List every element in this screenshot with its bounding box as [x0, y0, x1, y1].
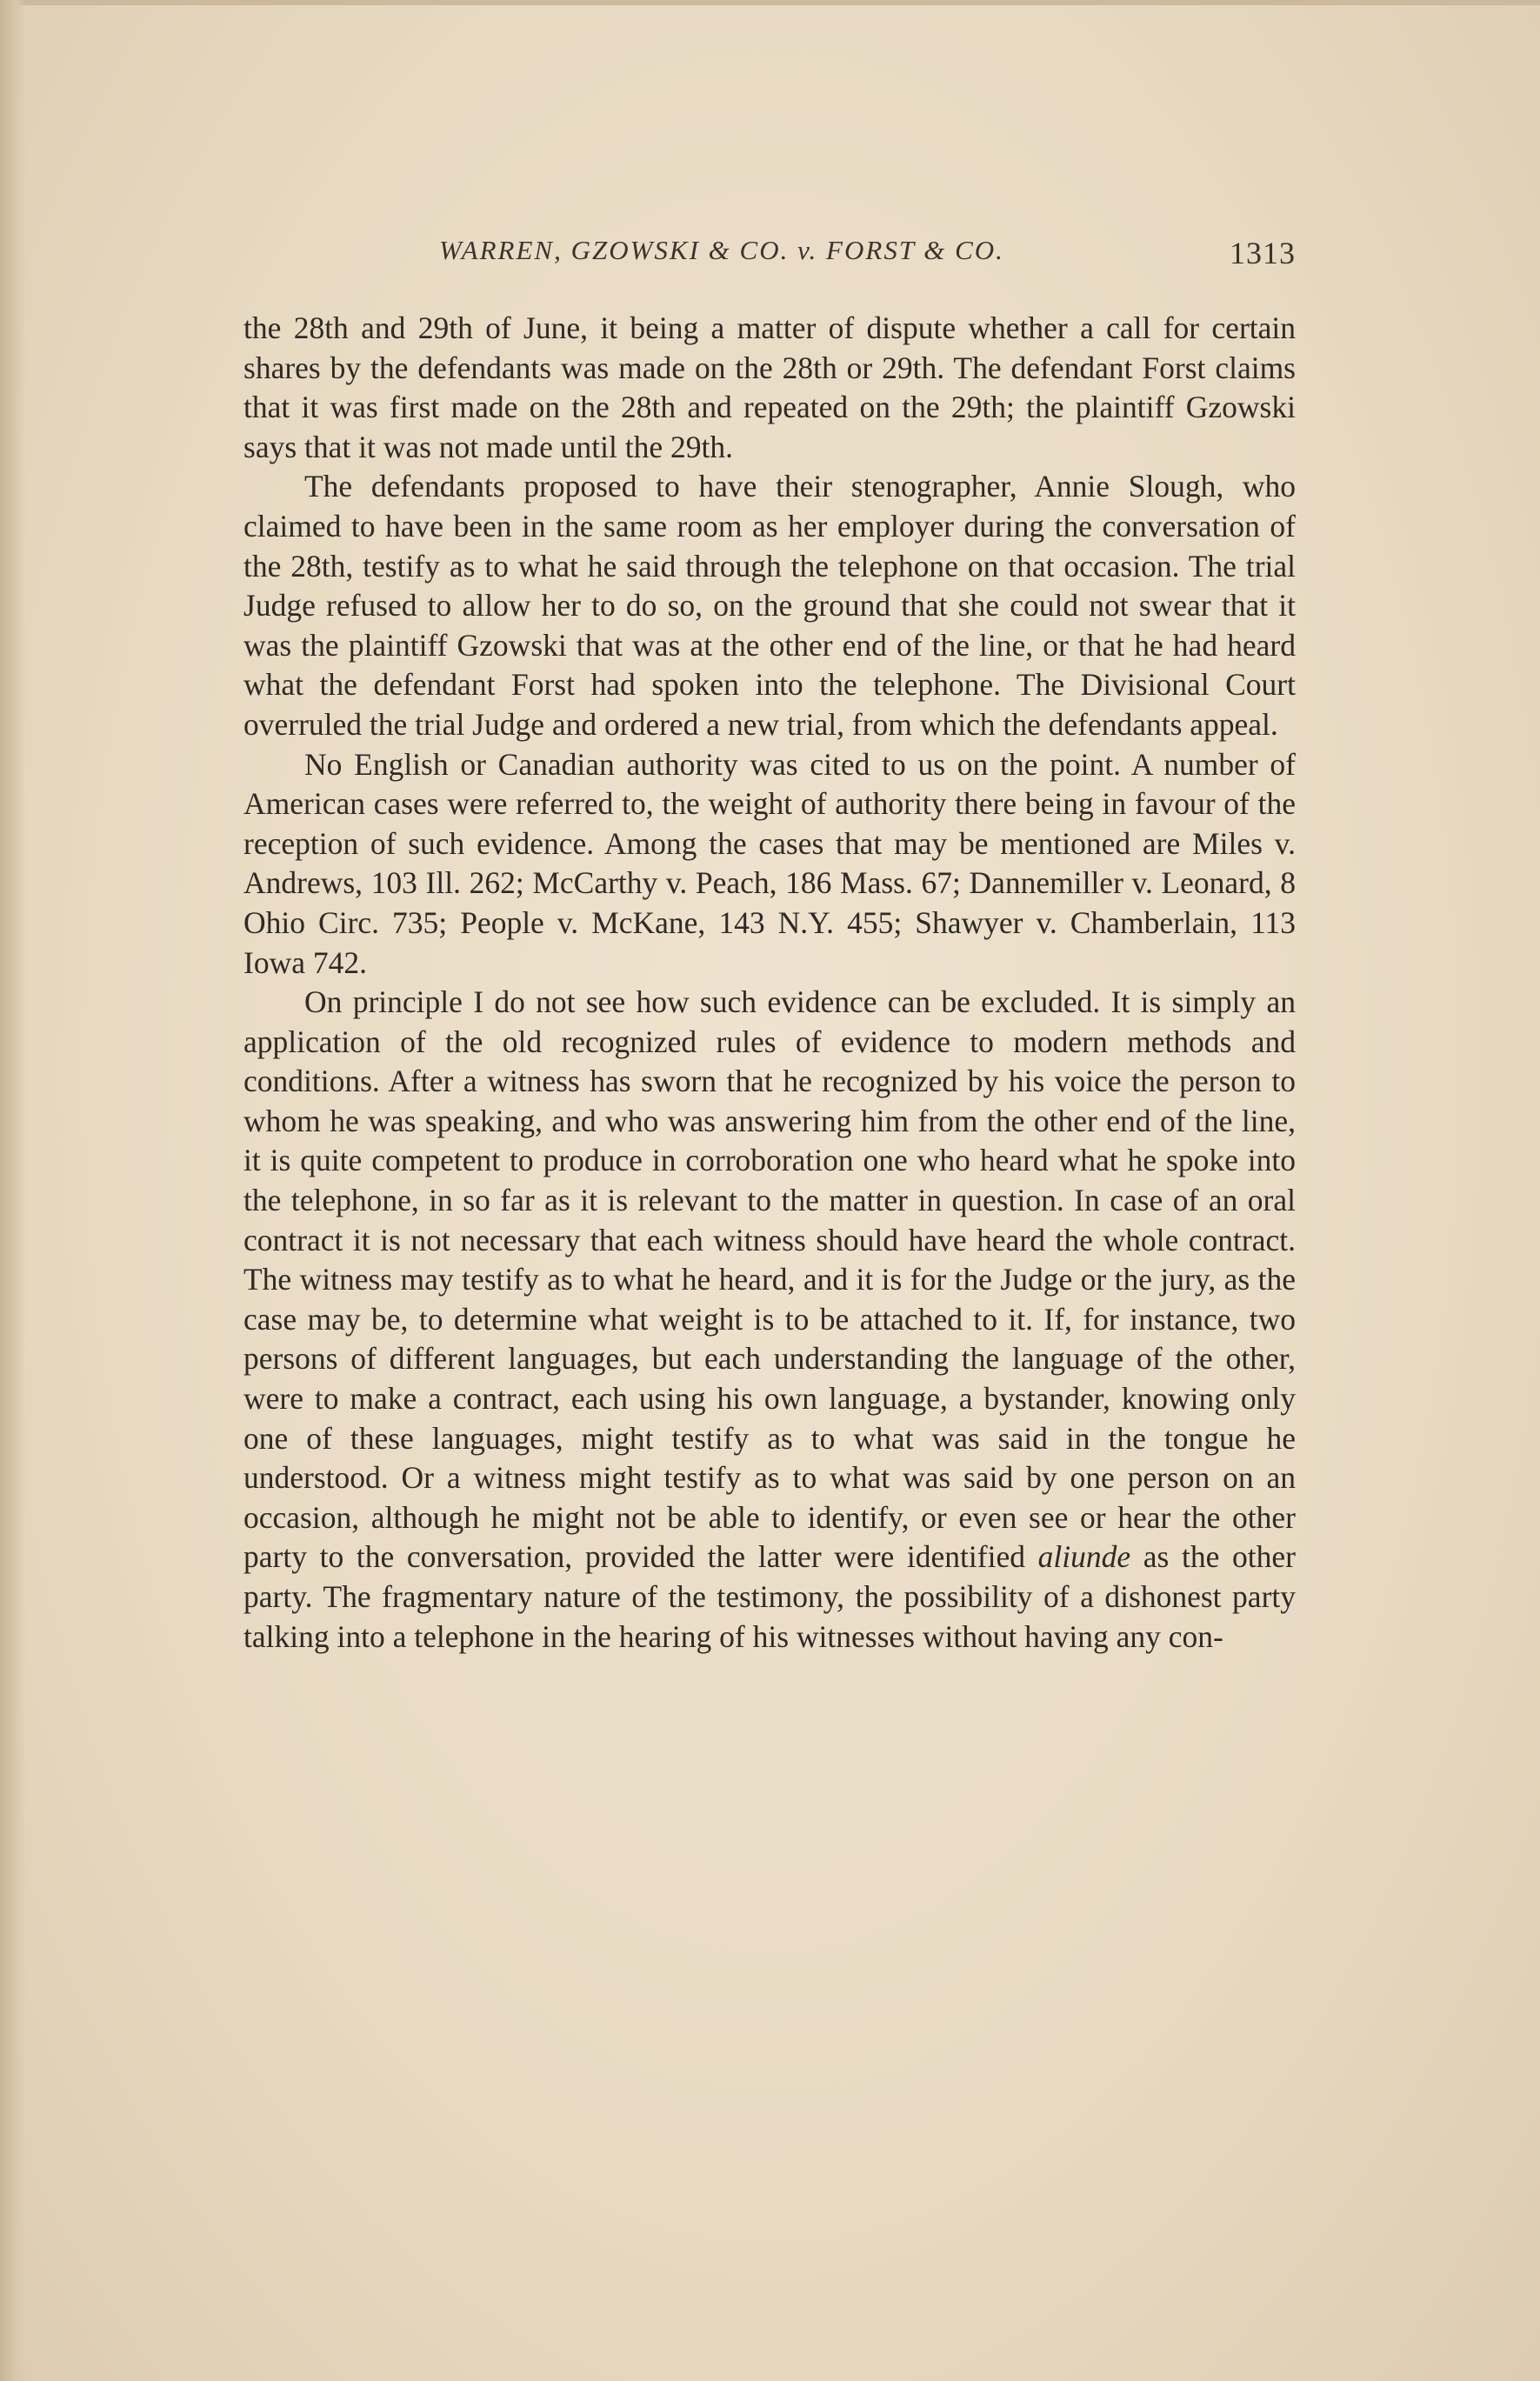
page-number: 1313	[1230, 236, 1296, 270]
paragraph-authority: No English or Canadian authority was cited to us on the point. A number of American cases were referred to, the weight of authority there being in favour of the reception of such evidence. Among the cases that may be mentioned are Miles v. Andrews, 103 Ill. 262; McCarthy v. Peach, 186 Mass. 67; Dannemiller v. Leonard, 8 Ohio Circ. 735; People v. McKane, 143 N.Y. 455; Shawyer v. Chamberlain, 113 Iowa 742.	[243, 746, 1296, 980]
paragraph-continuation: the 28th and 29th of June, it being a matter of dispute whether a call for certain shares by the defendants was made on the 28th or 29th. The defendant Forst claims that it was first made on the 28th and repeated on the 29th; the plaintiff Gzowski says that it was not made until the 29th.	[243, 310, 1296, 464]
page-top-edge	[0, 0, 1540, 5]
binding-edge-shadow	[0, 0, 26, 2381]
paragraph-defendants-proposal: The defendants proposed to have their stenographer, Annie Slough, who claimed to have been in the same room as her employer during the conversation of the 28th, testify as to what he said through the telephone on that occasion. The trial Judge refused to allow her to do so, on the ground that she could not swear that it was the plaintiff Gzowski that was at the other end of the line, or that he had heard what the defendant Forst had spoken into the telephone. The Divisional Court overruled the trial Judge and ordered a new trial, from which the defendants appeal.	[243, 469, 1296, 742]
paragraph-principle: On principle I do not see how such evidence can be excluded. It is simply an application of the old recognized rules of evidence to modern methods and conditions. After a witness has sworn that he recognized by his voice the person to whom he was speaking, and who was answering him from the other end of the line, it is quite competent to produce in corroboration one who heard what he spoke into the telephone, in so far as it is relevant to the matter in question. In case of an oral contract it is not necessary that each witness should have heard the whole contract. The witness may testify as to what he heard, and it is for the Judge or the jury, as the case may be, to determine what weight is to be attached to it. If, for instance, two persons of different languages, but each understanding the language of the other, were to make a contract, each using his own language, a bystander, knowing only one of these languages, might testify as to what was said in the tongue he understood. Or a witness might testify as to what was said by one person on an occasion, although he might not be able to identify, or even see or hear the other party to the conversation, provided the latter were identified aliunde as the other party. The fragmentary nature of the testimony, the possibility of a dishonest party talking into a telephone in the hearing of his witnesses without having any con-	[243, 984, 1296, 1654]
body-text	[243, 309, 1296, 1657]
running-head	[243, 228, 1296, 280]
running-title: WARREN, GZOWSKI & CO. v. FORST & CO.	[439, 235, 1004, 265]
italic-term-aliunde: aliunde	[1037, 1539, 1131, 1575]
